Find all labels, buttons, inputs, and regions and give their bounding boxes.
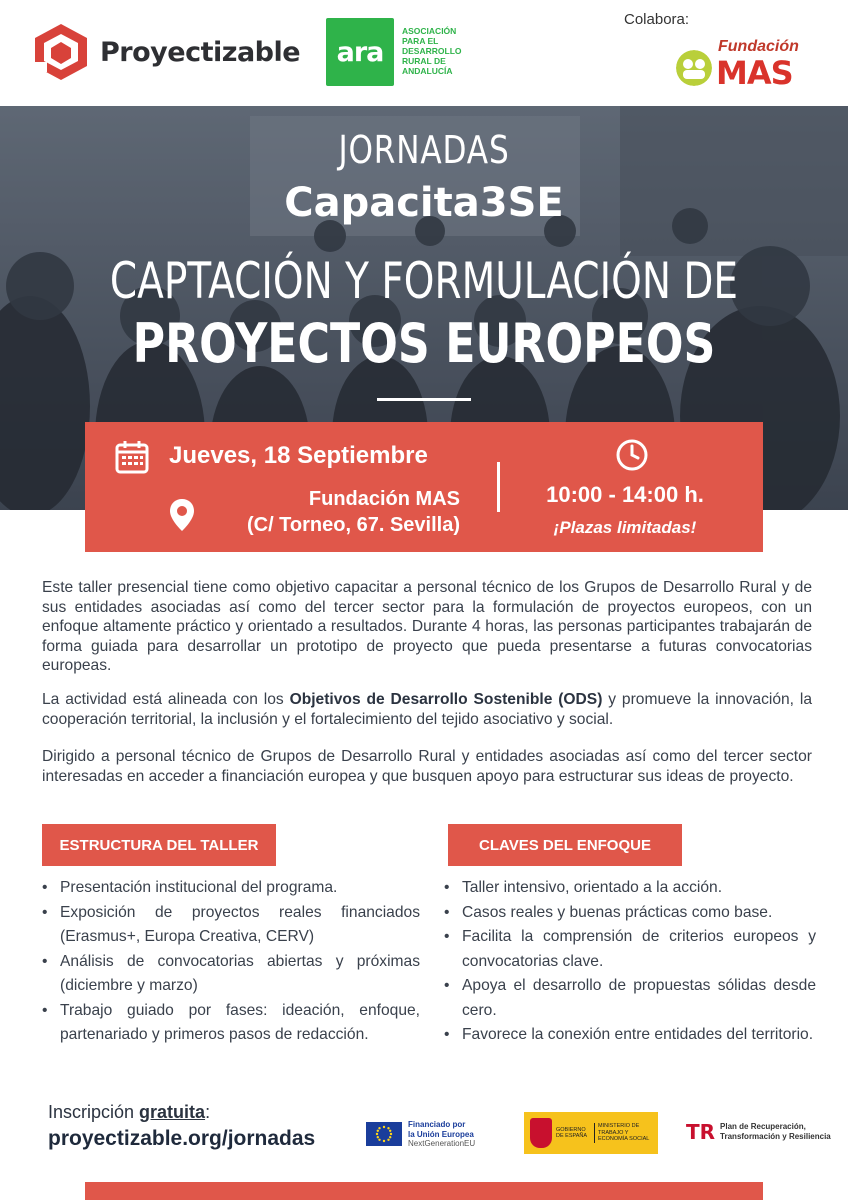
fundacion-mas-logo <box>676 38 816 92</box>
mas-label: MAS <box>716 54 793 92</box>
eu-line-2: la Unión Europea <box>408 1129 474 1139</box>
ara-logo <box>326 18 476 86</box>
eu-flag-icon <box>366 1122 402 1146</box>
description-paragraph-3: Dirigido a personal técnico de Grupos de Desarrollo Rural y entidades asociadas así como del tercer sector interesadas en acceder a financiación europea y que busquen apoyo para estructurar sus ideas de proyecto. <box>42 748 812 785</box>
registration-label <box>48 1102 210 1123</box>
list-item: • Taller intensivo, orientado a la acción. <box>444 876 816 901</box>
spain-coat-of-arms-icon <box>530 1118 552 1148</box>
colon-text: : <box>205 1102 211 1122</box>
ods-highlight: Objetivos de Desarrollo Sostenible (ODS) <box>289 691 603 708</box>
eu-funding-logo <box>366 1120 475 1149</box>
prtr-line-1: Plan de Recuperación, <box>720 1122 806 1131</box>
list-item: • Presentación institucional del programa. <box>42 876 420 901</box>
ods-text-after: y promueve la innovación, la cooperación territorial, la inclusión y el fortalecimiento del tejido asociativo y social. <box>42 691 812 728</box>
title-line-2: PROYECTOS EUROPEOS <box>132 312 716 375</box>
limited-seats-note: ¡Plazas limitadas! <box>553 518 697 537</box>
clock-icon <box>615 438 649 472</box>
description-paragraph-1: Este taller presencial tiene como objetivo capacitar a personal técnico de los Grupos de Desarrollo Rural y de sus entidades asociadas así como del tercer sector para la formulación de proyectos europeos, con un enfoque altamente práctico y orientado a resultados. Durante 4 horas, las personas participantes trabajarán de forma guiada para desarrollar un prototipo de proyecto que pueda presentarse a futuras convocatorias europeas. <box>42 579 812 675</box>
eu-line-1: Financiado por <box>408 1120 466 1129</box>
gratuita-text: gratuita <box>139 1102 206 1122</box>
capacita-heading: Capacita3SE <box>284 180 564 226</box>
ods-text-before: La actividad está alineada con los <box>42 691 290 708</box>
eu-line-3: NextGenerationEU <box>408 1139 476 1148</box>
title-line-1: CAPTACIÓN Y FORMULACIÓN DE <box>109 252 739 310</box>
band-divider <box>497 462 500 512</box>
gobierno-text: GOBIERNO DE ESPAÑA <box>556 1126 588 1139</box>
proyectizable-cube-icon <box>32 22 90 82</box>
claves-heading: CLAVES DEL ENFOQUE <box>448 824 682 866</box>
ministerio-text: MINISTERIO DE TRABAJO Y ECONOMÍA SOCIAL <box>594 1123 652 1143</box>
description-paragraph-2 <box>42 690 812 729</box>
event-address: (C/ Torneo, 67. Sevilla) <box>246 514 460 536</box>
plan-recuperacion-logo <box>686 1120 831 1144</box>
gobierno-espana-logo <box>524 1112 658 1154</box>
fundacion-mas-people-icon <box>676 50 712 86</box>
claves-list <box>444 876 816 1048</box>
registration-link[interactable]: proyectizable.org/jornadas <box>48 1127 316 1150</box>
title-underline <box>377 398 471 401</box>
event-date: Jueves, 18 Septiembre <box>169 442 428 469</box>
estructura-heading: ESTRUCTURA DEL TALLER <box>42 824 276 866</box>
location-pin-icon <box>169 498 195 532</box>
estructura-list <box>42 876 420 1048</box>
list-item: • Análisis de convocatorias abiertas y próximas (diciembre y marzo) <box>42 950 420 999</box>
ara-text: ASOCIACIÓN PARA EL DESARROLLO RURAL DE ANDALUCÍA <box>402 26 462 76</box>
list-item: • Casos reales y buenas prácticas como base. <box>444 901 816 926</box>
fundacion-label: Fundación <box>718 38 799 55</box>
jornadas-heading: JORNADAS <box>338 128 510 172</box>
event-venue: Fundación MAS <box>308 488 460 510</box>
list-item: • Apoya el desarrollo de propuestas sólidas desde cero. <box>444 974 816 1023</box>
event-info-band <box>85 422 763 552</box>
inscripcion-text: Inscripción <box>48 1102 140 1122</box>
prtr-line-2: Transformación y Resiliencia <box>720 1132 831 1141</box>
bottom-accent-bar <box>85 1182 763 1200</box>
prtr-mark-icon: TR <box>686 1120 716 1144</box>
colabora-label: Colabora: <box>624 11 690 28</box>
list-item: • Favorece la conexión entre entidades del territorio. <box>444 1023 816 1048</box>
list-item: • Facilita la comprensión de criterios europeos y convocatorias clave. <box>444 925 816 974</box>
calendar-icon <box>115 440 149 474</box>
ara-mark: ara <box>326 18 394 86</box>
list-item: • Exposición de proyectos reales financiados (Erasmus+, Europa Creativa, CERV) <box>42 901 420 950</box>
list-item: • Trabajo guiado por fases: ideación, enfoque, partenariado y primeros pasos de redacción. <box>42 999 420 1048</box>
proyectizable-logo <box>32 22 300 82</box>
event-time: 10:00 - 14:00 h. <box>546 482 704 507</box>
proyectizable-name: Proyectizable <box>100 36 301 68</box>
